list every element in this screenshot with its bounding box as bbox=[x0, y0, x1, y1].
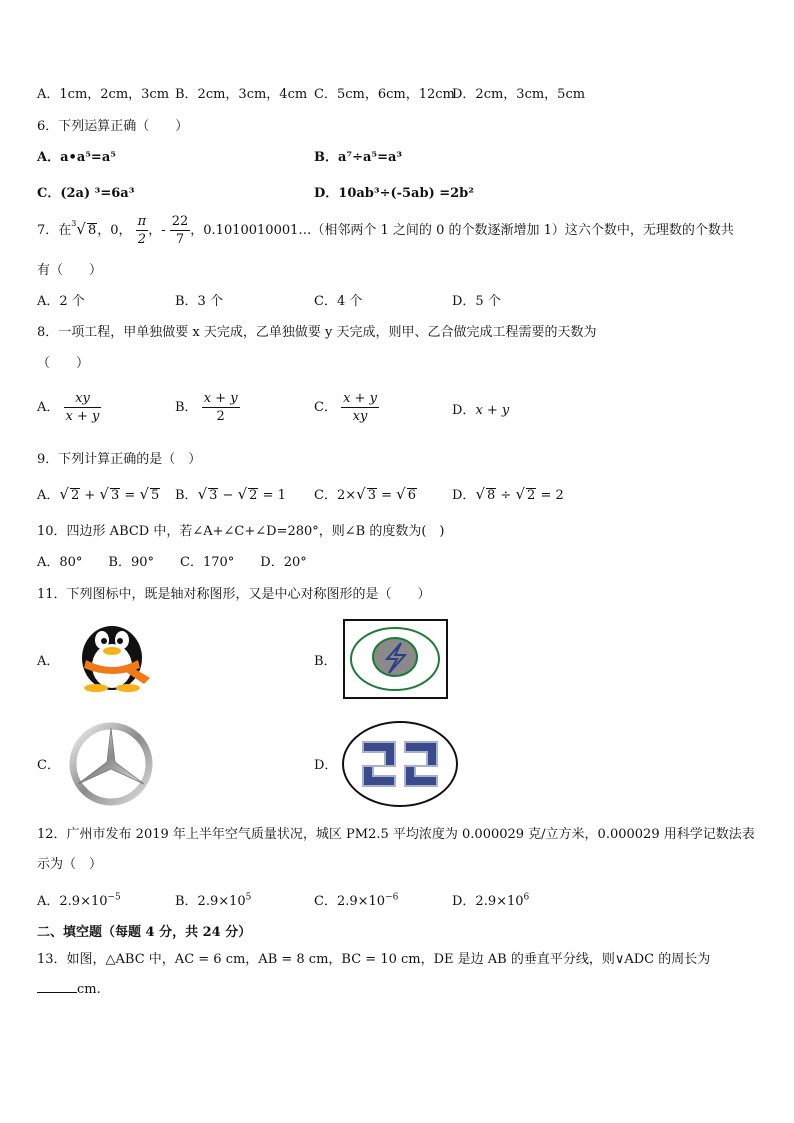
q8-stem: 8．一项工程，甲单独做要 x 天完成，乙单独做要 y 天完成，则甲、乙合做完成工程需要的天数为 bbox=[37, 325, 597, 340]
lightning-badge-icon bbox=[343, 619, 448, 699]
q6-option-c: C．(2a) ³=6a³ bbox=[37, 186, 135, 201]
q8-d-label: D． bbox=[452, 403, 476, 418]
q7-stem-c: 有（ ） bbox=[37, 263, 103, 278]
q6-stem: 6．下列运算正确（ ） bbox=[37, 119, 189, 134]
q6-option-a: A．a•a⁵=a⁵ bbox=[37, 150, 116, 165]
q8-option-d bbox=[452, 399, 509, 418]
q13-stem: 13．如图，△ABC 中，AC = 6 cm，AB = 8 cm，BC = 10 cm，DE 是边 AB 的垂直平分线，则∨ADC 的周长为 bbox=[37, 952, 711, 967]
q8-option-a bbox=[37, 390, 101, 425]
q7-pi-fraction: $\frac{\pi}{2}$ bbox=[137, 214, 147, 247]
q13-answer bbox=[37, 982, 101, 997]
q7-option-c: C．4 个 bbox=[314, 294, 363, 309]
q10-options: A．80° B．90° C．170° D．20° bbox=[37, 555, 307, 570]
q12-option-b: B．$2.9\times 10^5$ bbox=[175, 892, 252, 909]
q11-option-a: A． bbox=[37, 654, 60, 669]
q5-option-c: C．5cm，6cm，12cm bbox=[314, 87, 455, 102]
q12-option-d: D．$2.9\times 10^6$ bbox=[452, 892, 530, 909]
penguin-icon bbox=[64, 618, 160, 692]
q5-option-b: B．2cm，3cm，4cm bbox=[175, 87, 308, 102]
q12-option-c: C．$2.9\times 10^{-6}$ bbox=[314, 892, 399, 909]
q8-option-c bbox=[314, 390, 379, 425]
maze-logo-icon bbox=[341, 720, 459, 808]
q7-cube-root: 8 bbox=[87, 223, 97, 238]
q7-option-d: D．5 个 bbox=[452, 294, 501, 309]
q7-stem-a: 7．在 bbox=[37, 223, 72, 238]
q9-option-d: D．√ 8 ÷ √ 2 = 2 bbox=[452, 485, 564, 503]
q5-option-d: D．2cm，3cm，5cm bbox=[452, 87, 586, 102]
q8-b-label: B． bbox=[175, 400, 198, 415]
q7-option-a: A．2 个 bbox=[37, 294, 85, 309]
q12-stem-b: 示为（ ） bbox=[37, 857, 103, 872]
q8-a-fraction: $\frac{xy}{x + y}$ bbox=[65, 391, 100, 424]
q12-option-a: A．$2.9\times 10^{-5}$ bbox=[37, 892, 121, 909]
q9-option-c: C．2×√ 3 = √ 6 bbox=[314, 485, 416, 503]
q13-unit: cm. bbox=[77, 982, 101, 997]
q8-b-fraction: $\frac{x + y}{2}$ bbox=[203, 391, 238, 424]
section-heading: 二、填空题（每题 4 分，共 24 分） bbox=[37, 925, 252, 940]
q12-stem: 12．广州市发布 2019 年上半年空气质量状况，城区 PM2.5 平均浓度为 0.000029 克/立方米，0.000029 用科学记数法表 bbox=[37, 827, 755, 842]
q7-option-b: B．3 个 bbox=[175, 294, 223, 309]
q5-option-a: A．1cm，2cm，3cm bbox=[37, 87, 170, 102]
q9-option-b: B．√ 3 − √ 2 = 1 bbox=[175, 485, 286, 503]
q11-option-d: D． bbox=[314, 758, 338, 773]
q9-stem: 9．下列计算正确的是（ ） bbox=[37, 452, 202, 467]
q7-sep1: ，0， bbox=[97, 223, 132, 238]
q7-stem: 7．在$^3$√ 8，0， $\frac{\pi}{2}$ ，- $\frac{22}{7}$ ，0.1010010001…（相邻两个 1 之间的 0 的个数逐渐增加 1）这六个数中，无理数的个数共 bbox=[37, 214, 734, 247]
q9-option-a: A．√ 2 + √ 3 = √ 5 bbox=[37, 485, 160, 503]
answer-blank[interactable] bbox=[37, 992, 77, 993]
q8-stem-b: （ ） bbox=[37, 356, 90, 371]
q8-c-fraction: $\frac{x + y}{xy}$ bbox=[343, 391, 377, 424]
q7-stem-b: ，0.1010010001…（相邻两个 1 之间的 0 的个数逐渐增加 1）这六个数中，无理数的个数共 bbox=[190, 223, 734, 238]
q7-sep2: ，- bbox=[148, 223, 166, 238]
q6-option-b: B．a⁷÷a⁵=a³ bbox=[314, 150, 403, 165]
q8-d-value: x + y bbox=[475, 403, 510, 418]
q6-option-d: D．10ab³÷(-5ab) =2b² bbox=[314, 186, 474, 201]
q7-22-7-fraction: $\frac{22}{7}$ bbox=[171, 214, 189, 247]
q8-a-label: A． bbox=[37, 400, 60, 415]
q11-stem: 11．下列图标中，既是轴对称图形，又是中心对称图形的是（ ） bbox=[37, 587, 431, 602]
three-pointed-star-icon bbox=[62, 722, 160, 806]
q10-stem: 10．四边形 ABCD 中，若∠A+∠C+∠D=280°，则∠B 的度数为( ) bbox=[37, 524, 445, 539]
q11-option-c: C． bbox=[37, 758, 60, 773]
q8-option-b bbox=[175, 390, 240, 425]
q8-c-label: C． bbox=[314, 400, 337, 415]
q11-option-b: B． bbox=[314, 654, 337, 669]
